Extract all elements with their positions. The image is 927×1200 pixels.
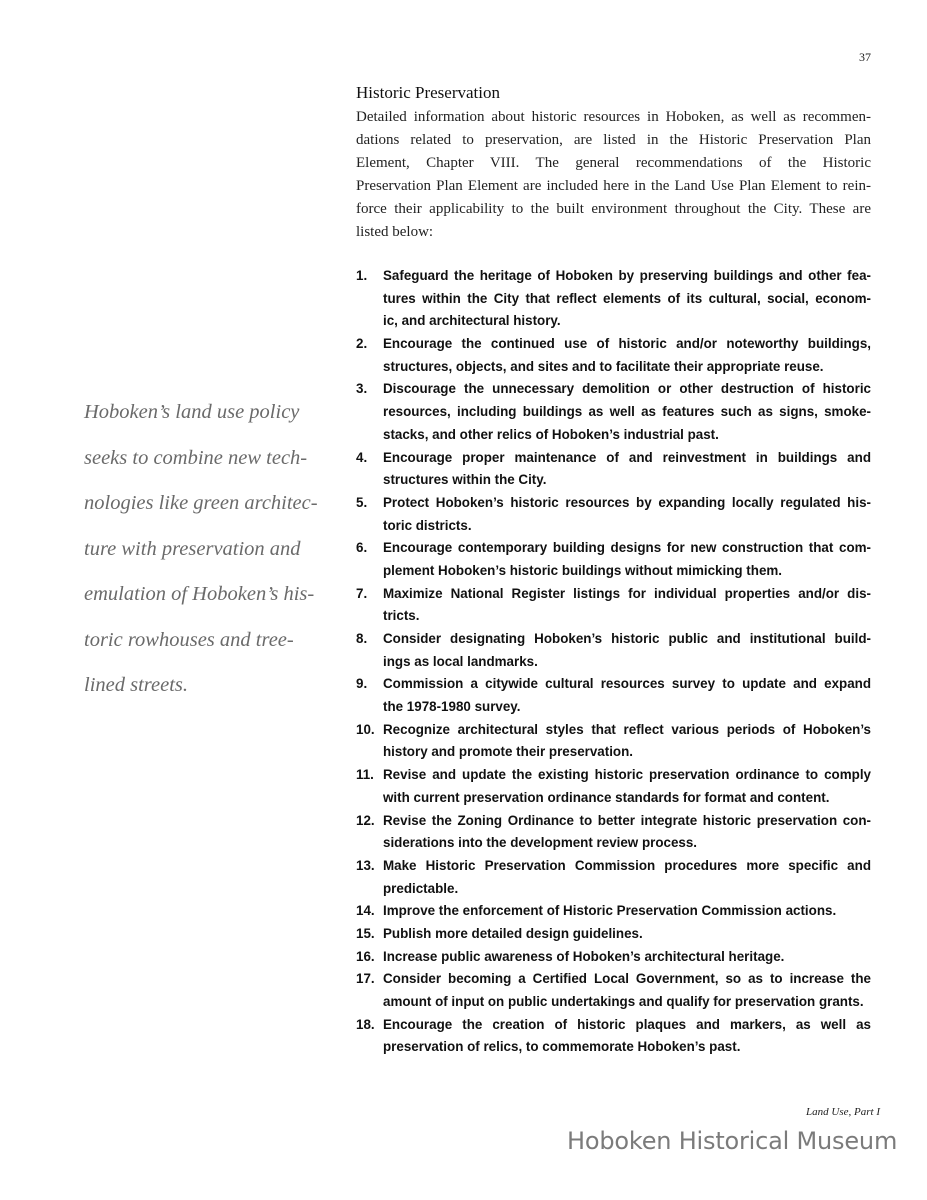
pull-quote-line: ture with preservation and [84,537,301,560]
list-item-line: preservation of relics, to commemorate Hoboken’s past. [383,1039,741,1055]
watermark: Hoboken Historical Museum [567,1127,898,1155]
list-item-number: 5. [356,494,368,510]
list-item [356,764,871,809]
list-item-line: Consider becoming a Certified Local Government, so as to increase the [383,971,871,987]
list-item [356,810,871,855]
list-item-line: Revise and update the existing historic preservation ordinance to comply [383,767,871,783]
list-item [356,628,871,673]
list-item-line: history and promote their preservation. [383,744,634,760]
pull-quote-line: nologies like green architec- [84,492,318,514]
intro-line: Preservation Plan Element are included here in the Land Use Plan Element to rein- [356,178,871,194]
list-item-line: the 1978-1980 survey. [383,699,521,715]
list-item-number: 8. [356,631,368,646]
list-item-line: Encourage the creation of historic plaques and markers, as well as [383,1016,871,1032]
pull-quote-line: seeks to combine new tech- [84,446,308,469]
list-item-line: Maximize National Register listings for individual properties and/or dis- [383,585,871,601]
list-item-number: 9. [356,676,368,692]
list-item [356,673,871,718]
list-item-number: 10. [356,721,375,737]
list-item-line: with current preservation ordinance standards for format and content. [383,789,830,805]
list-item-line: Publish more detailed design guidelines. [383,925,643,941]
list-item-line: Consider designating Hoboken’s historic public and institutional build- [383,631,871,646]
intro-line: dations related to preservation, are listed in the Historic Preservation Plan [356,132,871,148]
list-item-line: tricts. [383,608,420,624]
list-item-line: ings as local landmarks. [383,653,538,669]
list-item [356,378,871,446]
list-item [356,333,871,378]
list-item-number: 14. [356,903,375,919]
list-item-line: toric districts. [383,517,472,533]
list-item-number: 17. [356,971,375,987]
pull-quote-line: toric rowhouses and tree- [84,628,294,651]
list-item-line: Safeguard the heritage of Hoboken by preserving buildings and other fea- [383,268,871,283]
intro-line: force their applicability to the built environment throughout the City. These are [356,201,871,217]
list-item-line: Protect Hoboken’s historic resources by expanding locally regulated his- [383,494,871,510]
list-item-line: Increase public awareness of Hoboken’s architectural heritage. [383,948,785,964]
list-item-number: 15. [356,925,375,941]
list-item-line: Recognize architectural styles that reflect various periods of Hoboken’s [383,721,871,737]
list-item-number: 4. [356,449,368,465]
list-item-number: 11. [356,767,374,783]
list-item-line: siderations into the development review process. [383,835,698,851]
list-item [356,492,871,537]
list-item-number: 13. [356,857,375,873]
list-item-number: 18. [356,1016,375,1032]
pull-quote-line: Hoboken’s land use policy [84,401,300,423]
intro-line: Detailed information about historic resources in Hoboken, as well as recommen- [356,109,871,125]
list-item-line: Encourage the continued use of historic and/or noteworthy buildings, [383,336,871,352]
list-item-line: plement Hoboken’s historic buildings without mimicking them. [383,562,783,578]
list-item-line: structures, objects, and sites and to facilitate their appropriate reuse. [383,358,824,374]
list-item-line: amount of input on public undertakings and qualify for preservation grants. [383,994,864,1009]
list-item-number: 16. [356,948,375,964]
list-item-line: structures within the City. [383,472,547,488]
list-item-line: ic, and architectural history. [383,313,561,329]
list-item-line: resources, including buildings as well as features such as signs, smoke- [383,404,871,420]
pull-quote-line: lined streets. [84,674,189,696]
list-item-number: 12. [356,812,375,828]
section-heading: Historic Preservation [356,83,500,102]
list-item [356,946,871,969]
list-item-number: 3. [356,381,368,397]
list-item [356,900,871,923]
recommendations-list [356,265,871,1059]
list-item [356,1014,871,1059]
list-item-line: Improve the enforcement of Historic Preservation Commission actions. [383,903,837,919]
list-item-line: Revise the Zoning Ordinance to better integrate historic preservation con- [383,812,871,828]
list-item-line: tures within the City that reflect elements of its cultural, social, econom- [383,290,871,306]
list-item [356,537,871,582]
page-number: 37 [859,50,871,64]
list-item-line: Encourage proper maintenance of and reinvestment in buildings and [383,449,871,465]
list-item [356,855,871,900]
intro-paragraph [356,106,871,244]
intro-line: Element, Chapter VIII. The general recommendations of the Historic [356,155,871,171]
list-item [356,923,871,946]
list-item [356,583,871,628]
list-item-line: Encourage contemporary building designs for new construction that com- [383,540,871,556]
pull-quote [84,390,320,709]
list-item-line: Discourage the unnecessary demolition or other destruction of historic [383,381,871,397]
list-item-number: 2. [356,336,368,352]
list-item-number: 6. [356,540,368,556]
intro-line: listed below: [356,224,434,240]
list-item-line: predictable. [383,880,459,896]
list-item-number: 1. [356,268,368,283]
list-item-line: stacks, and other relics of Hoboken’s industrial past. [383,426,719,442]
list-item-line: Commission a citywide cultural resources survey to update and expand [383,676,871,692]
list-item-line: Make Historic Preservation Commission procedures more specific and [383,857,871,873]
page-footer: Land Use, Part I [806,1106,880,1118]
list-item [356,447,871,492]
list-item-number: 7. [356,585,368,601]
list-item [356,265,871,333]
pull-quote-line: emulation of Hoboken’s his- [84,583,315,605]
list-item [356,719,871,764]
list-item [356,968,871,1013]
